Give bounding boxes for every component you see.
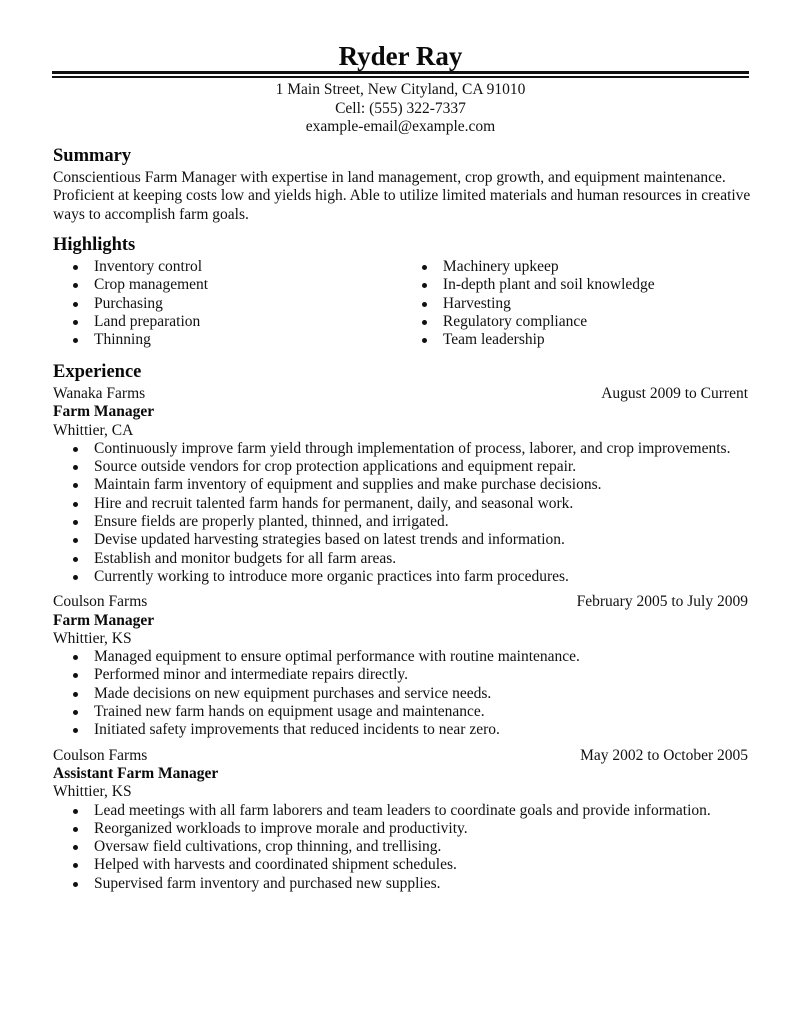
job-bullet [72,476,748,494]
bullet-icon [73,845,78,850]
job-bullet [72,568,748,586]
contact-phone: Cell: (555) 322-7337 [335,99,466,117]
job-bullet [72,875,748,893]
highlights-section [53,234,748,349]
job-dates: May 2002 to October 2005 [580,746,748,764]
job-bullet-list [53,648,748,739]
job-bullet [72,648,748,666]
list-item-text: In-depth plant and soil knowledge [442,276,655,294]
summary-section [53,145,753,224]
list-item-text: Thinning [94,331,151,349]
list-item-text: Ensure fields are properly planted, thinned, and irrigated. [94,513,449,531]
bullet-icon [73,320,78,325]
bullet-icon [73,809,78,814]
highlight-item [72,313,421,331]
summary-heading: Summary [53,146,132,166]
job-bullet [72,838,748,856]
list-item-text: Source outside vendors for crop protection applications and equipment repair. [94,458,577,476]
list-item-text: Inventory control [94,258,203,275]
job-title: Farm Manager [53,611,155,629]
bullet-icon [73,655,78,660]
job-bullet [72,458,748,476]
summary-text: Conscientious Farm Manager with expertise in land management, crop growth, and equipment maintenance. Proficient at keeping costs low and yields high. Able to utilize limited materials and human resources in creative ways to accomplish farm goals. [53,169,751,223]
job-company: Wanaka Farms [53,385,146,402]
job-entry [53,747,748,893]
bullet-icon [73,827,78,832]
list-item-text: Regulatory compliance [442,312,588,330]
bullet-icon [73,265,78,270]
job-header [53,747,748,765]
list-item-text: Helped with harvests and coordinated shipment schedules. [94,856,457,874]
job-location: Whittier, KS [53,629,132,647]
job-location: Whittier, CA [53,421,134,439]
job-bullet [72,721,748,739]
bullet-icon [73,447,78,452]
bullet-icon [422,338,427,343]
job-bullet-list [53,802,748,893]
highlight-item [421,295,748,313]
highlight-item [72,331,421,349]
job-entry [53,385,748,586]
bullet-icon [73,465,78,470]
list-item-text: Managed equipment to ensure optimal performance with routine maintenance. [94,648,580,666]
bullet-icon [73,728,78,733]
header-rule-thick [52,71,749,74]
job-bullet [72,802,748,820]
job-bullet [72,820,748,838]
job-title: Assistant Farm Manager [53,764,219,782]
job-bullet [72,440,748,458]
job-bullet [72,531,748,549]
experience-section [53,361,748,893]
list-item-text: Lead meetings with all farm laborers and team leaders to coordinate goals and provide information. [94,801,711,819]
list-item-text: Continuously improve farm yield through implementation of process, laborer, and crop improvements. [94,439,731,457]
job-header [53,593,748,611]
bullet-icon [73,863,78,868]
list-item-text: Team leadership [442,331,545,349]
highlight-item [421,276,748,294]
highlights-columns [53,258,748,349]
list-item-text: Currently working to introduce more organic practices into farm procedures. [94,567,569,585]
highlight-item [72,295,421,313]
highlight-item [421,258,748,276]
job-bullet [72,550,748,568]
job-bullet [72,856,748,874]
contact-email: example-email@example.com [305,118,496,135]
bullet-icon [73,557,78,562]
bullet-icon [73,483,78,488]
bullet-icon [422,265,427,270]
bullet-icon [73,538,78,543]
list-item-text: Trained new farm hands on equipment usage and maintenance. [94,703,485,721]
list-item-text: Devise updated harvesting strategies based on latest trends and information. [94,531,565,549]
highlights-heading: Highlights [53,235,136,255]
job-dates: February 2005 to July 2009 [576,593,748,611]
bullet-icon [422,302,427,307]
job-company: Coulson Farms [53,746,148,764]
job-bullet [72,703,748,721]
list-item-text: Performed minor and intermediate repairs directly. [94,666,409,684]
highlight-item [421,313,748,331]
bullet-icon [73,520,78,525]
list-item-text: Establish and monitor budgets for all farm areas. [94,549,397,567]
list-item-text: Crop management [94,276,209,294]
job-bullet-list [53,440,748,586]
list-item-text: Machinery upkeep [442,258,559,275]
bullet-icon [73,338,78,343]
job-bullet [72,685,748,703]
list-item-text: Made decisions on new equipment purchases and service needs. [94,684,492,702]
contact-block [53,81,748,137]
bullet-icon [73,882,78,887]
list-item-text: Supervised farm inventory and purchased new supplies. [94,874,441,892]
list-item-text: Reorganized workloads to improve morale and productivity. [94,819,468,837]
list-item-text: Oversaw field cultivations, crop thinning, and trellising. [94,838,442,856]
list-item-text: Purchasing [94,294,163,312]
job-bullet [72,666,748,684]
bullet-icon [73,673,78,678]
experience-heading: Experience [53,362,142,382]
list-item-text: Harvesting [442,294,511,312]
job-header [53,385,748,403]
bullet-icon [73,302,78,307]
bullet-icon [73,283,78,288]
bullet-icon [73,502,78,507]
list-item-text: Hire and recruit talented farm hands for permanent, daily, and seasonal work. [94,494,574,512]
bullet-icon [422,320,427,325]
candidate-name: Ryder Ray [338,41,463,71]
highlight-item [72,258,421,276]
bullet-icon [73,692,78,697]
list-item-text: Initiated safety improvements that reduced incidents to near zero. [94,721,500,739]
highlight-item [72,276,421,294]
bullet-icon [422,283,427,288]
header-rule-thin [52,76,749,78]
contact-address: 1 Main Street, New Cityland, CA 91010 [275,81,526,98]
job-location: Whittier, KS [53,783,132,801]
list-item-text: Land preparation [94,312,201,330]
job-bullet [72,495,748,513]
bullet-icon [73,575,78,580]
job-company: Coulson Farms [53,593,148,611]
highlights-left-list [72,258,421,349]
highlights-right-list [421,258,748,349]
highlight-item [421,331,748,349]
job-list [53,385,748,893]
job-title: Farm Manager [53,403,155,421]
bullet-icon [73,710,78,715]
job-entry [53,593,748,739]
job-bullet [72,513,748,531]
job-dates: August 2009 to Current [601,385,748,402]
list-item-text: Maintain farm inventory of equipment and supplies and make purchase decisions. [94,476,602,494]
